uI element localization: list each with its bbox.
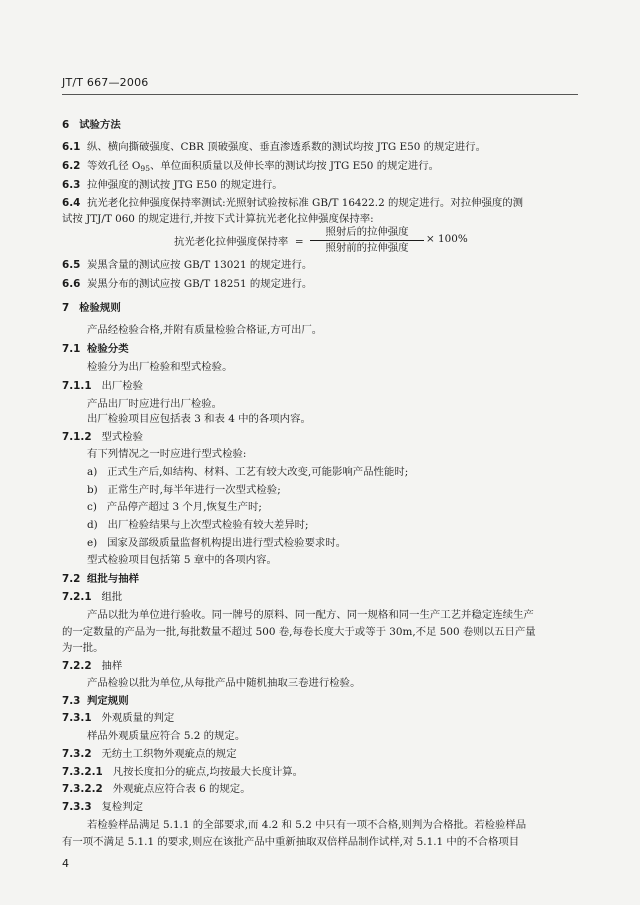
list-item: c) 产品停产超过 3 个月,恢复生产时; (87, 501, 262, 513)
list-item: e) 国家及部级质量监督机构提出进行型式检验要求时。 (87, 537, 347, 549)
standard-code-header: JT/T 667—2006 (62, 76, 149, 89)
clause-7-1-1-heading: 7.1.1 出厂检验 (62, 380, 144, 392)
clause-7-2-1-heading: 7.2.1 组批 (62, 591, 123, 603)
clause-7-1-2-heading: 7.1.2 型式检验 (62, 431, 144, 443)
clause-7-1-heading: 7.1 检验分类 (62, 343, 129, 355)
header-rule (62, 94, 578, 95)
formula-fraction (310, 226, 424, 255)
clause-6-4: 6.4 抗光老化拉伸强度保持率测试:光照射试验按标准 GB/T 16422.2 的规定进行。对拉伸强度的测 (62, 197, 524, 209)
clause-6-1: 6.1 纵、横向撕破强度、CBR 顶破强度、垂直渗透系数的测试均按 JTG E50 的规定进行。 (62, 141, 486, 153)
section-7-heading: 7 检验规则 (62, 302, 121, 314)
clause-6-2: 6.2 等效孔径 $O_{95}$、单位面积质量以及伸长率的测试均按 JTG E50 的规定进行。 (62, 160, 440, 173)
formula-denominator: 照射前的拉伸强度 (325, 242, 409, 254)
clause-7-1-1-p2: 出厂检验项目应包括表 3 和表 4 中的各项内容。 (87, 413, 311, 425)
clause-7-1-1-p1: 产品出厂时应进行出厂检验。 (87, 398, 223, 410)
clause-7-1-text: 检验分为出厂检验和型式检验。 (87, 361, 233, 373)
clause-6-4-cont: 试按 JTJ/T 060 的规定进行,并按下式计算抗光老化拉伸强度保持率: (62, 213, 374, 225)
clause-7-2-2-heading: 7.2.2 抽样 (62, 660, 123, 672)
clause-7-2-1-l3: 为一批。 (62, 642, 104, 654)
clause-7-1-2-intro: 有下列情况之一时应进行型式检验: (87, 448, 247, 460)
section-6-heading: 6 试验方法 (62, 119, 121, 131)
clause-7-2-1-l2: 的一定数量的产品为一批,每批数量不超过 500 卷,每卷长度大于或等于 30m,不足 500 卷则以五日产量 (62, 626, 536, 638)
clause-7-1-2-end: 型式检验项目包括第 5 章中的各项内容。 (87, 554, 277, 566)
clause-7-3-3-l2: 有一项不满足 5.1.1 的要求,则应在该批产品中重新抽取双倍样品制作试样,对 5.1.1 中的不合格项目 (62, 836, 520, 848)
clause-7-3-2-1: 7.3.2.1 凡按长度扣分的疵点,均按最大长度计算。 (62, 766, 304, 778)
page-number: 4 (62, 857, 69, 870)
section-7-intro: 产品经检验合格,并附有质量检验合格证,方可出厂。 (87, 324, 323, 336)
clause-7-3-heading: 7.3 判定规则 (62, 695, 129, 707)
clause-7-2-2-text: 产品检验以批为单位,从每批产品中随机抽取三卷进行检验。 (87, 677, 361, 689)
list-item: a) 正式生产后,如结构、材料、工艺有较大改变,可能影响产品性能时; (87, 466, 409, 478)
document-page: JT/T 667—2006 6 试验方法 6.1 纵、横向撕破强度、CBR 顶破强度、垂直渗透系数的测试均按 JTG E50 的规定进行。 6.2 等效孔径 $O_{95}$、单位面积质量以及伸长率的测试均按 JTG E50 的规定进行。 6.3 拉伸强度的测试按 JTG E50 的规定进行。 6.4 抗光老化拉伸强度保持率测试:光照射试验按标准 GB/T 16422.2 的规定进行。对拉伸强度的测 试按 JTJ/T 060 的规定进行,并按下式计算抗光老化拉伸强度保持率: 抗光老化拉伸强度保持率 = 照射后的拉伸强度 照射前的拉伸强度 × 100% 6.5 炭黑含量的测试应按 GB/T 13021 的规定进行。 6.6 炭黑分布的测试应按 GB/T 18251 的规定进行。 7 检验规则 产品经检验合格,并附有质量检验合格证,方可出厂。 7.1 检验分类 检验分为出厂检验和型式检验。 7.1.1 出厂检验 产品出厂时应进行出厂检验。 出厂检验项目应包括表 3 和表 4 中的各项内容。 7.1.2 型式检验 有下列情况之一时应进行型式检验: a) 正式生产后,如结构、材料、工艺有较大改变,可能影响产品性能时; b) 正常生产时,每半年进行一次型式检验; c) 产品停产超过 3 个月,恢复生产时; d) 出厂检验结果与上次型式检验有较大差异时; e) 国家及部级质量监督机构提出进行型式检验要求时。 型式检验项目包括第 5 章中的各项内容。 7.2 组批与抽样 7.2.1 组批 产品以批为单位进行验收。同一牌号的原料、同一配方、同一规格和同一生产工艺并稳定连续生产 的一定数量的产品为一批,每批数量不超过 500 卷,每卷长度大于或等于 30m,不足 500 卷则以五日产量 为一批。 7.2.2 抽样 产品检验以批为单位,从每批产品中随机抽取三卷进行检验。 7.3 判定规则 7.3.1 外观质量的判定 样品外观质量应符合 5.2 的规定。 7.3.2 无纺土工织物外观疵点的规定 7.3.2.1 凡按长度扣分的疵点,均按最大长度计算。 7.3.2.2 外观疵点应符合表 6 的规定。 7.3.3 复检判定 若检验样品满足 5.1.1 的全部要求,而 4.2 和 5.2 中只有一项不合格,则判为合格批。若检验样品 有一项不满足 5.1.1 的要求,则应在该批产品中重新抽取双倍样品制作试样,对 5.1.1 中的不合格项目 4 (0, 0, 640, 905)
clause-6-3: 6.3 拉伸强度的测试按 JTG E50 的规定进行。 (62, 179, 283, 191)
list-item: b) 正常生产时,每半年进行一次型式检验; (87, 484, 281, 496)
clause-7-2-1-l1: 产品以批为单位进行验收。同一牌号的原料、同一配方、同一规格和同一生产工艺并稳定连续生产 (87, 609, 534, 621)
clause-7-3-2-2: 7.3.2.2 外观疵点应符合表 6 的规定。 (62, 783, 251, 795)
clause-7-3-3-l1: 若检验样品满足 5.1.1 的全部要求,而 4.2 和 5.2 中只有一项不合格,则判为合格批。若检验样品 (87, 819, 527, 831)
clause-6-6: 6.6 炭黑分布的测试应按 GB/T 18251 的规定进行。 (62, 278, 313, 290)
clause-7-3-1-heading: 7.3.1 外观质量的判定 (62, 712, 175, 724)
clause-7-2-heading: 7.2 组批与抽样 (62, 573, 139, 585)
clause-7-3-2-heading: 7.3.2 无纺土工织物外观疵点的规定 (62, 748, 237, 760)
formula-numerator: 照射后的拉伸强度 (310, 226, 424, 241)
list-item: d) 出厂检验结果与上次型式检验有较大差异时; (87, 519, 309, 531)
clause-7-3-3-heading: 7.3.3 复检判定 (62, 801, 144, 813)
clause-7-3-1-text: 样品外观质量应符合 5.2 的规定。 (87, 730, 246, 742)
clause-6-5: 6.5 炭黑含量的测试应按 GB/T 13021 的规定进行。 (62, 259, 313, 271)
formula-multiplier: × 100% (426, 233, 468, 245)
